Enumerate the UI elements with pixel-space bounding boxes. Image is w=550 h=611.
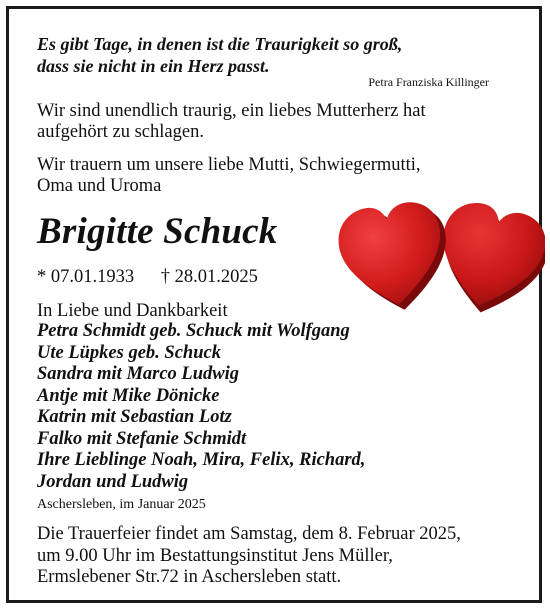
text-line: um 9.00 Uhr im Bestattungsinstitut Jens Müller,: [37, 545, 393, 566]
mourner-entry: Ihre Lieblinge Noah, Mira, Felix, Richard,: [37, 450, 366, 470]
death-date: † 28.01.2025: [160, 267, 258, 287]
text-line: aufgehört zu schlagen.: [37, 122, 204, 142]
text-line: Ermslebener Str.72 in Aschersleben statt.: [37, 567, 342, 587]
mourner-entry: Sandra mit Marco Ludwig: [37, 364, 240, 384]
place-date: Aschersleben, im Januar 2025: [37, 497, 206, 512]
motto-quote: [37, 33, 507, 77]
deceased-name: Brigitte Schuck: [37, 211, 278, 252]
funeral-info: [37, 524, 537, 589]
text-line: Wir sind unendlich traurig, ein liebes Mutterherz hat: [37, 101, 426, 121]
motto-line: dass sie nicht in ein Herz passt.: [37, 56, 270, 76]
opening-paragraph: [37, 101, 527, 143]
quote-author: Petra Franziska Killinger: [368, 75, 489, 89]
mourners-list: [37, 321, 365, 493]
text-line: Oma und Uroma: [37, 176, 162, 196]
mourner-entry: Petra Schmidt geb. Schuck mit Wolfgang: [37, 321, 350, 341]
mourner-entry: Jordan und Ludwig: [37, 471, 189, 492]
mourning-paragraph: [37, 155, 527, 197]
text-line: Wir trauern um unsere liebe Mutti, Schwiegermutti,: [37, 155, 421, 175]
mourner-entry: Falko mit Stefanie Schmidt: [37, 428, 247, 449]
obituary-notice: [6, 6, 542, 603]
mourners-intro: In Liebe und Dankbarkeit: [37, 301, 228, 321]
text-line: Die Trauerfeier findet am Samstag, dem 8. Februar 2025,: [37, 524, 461, 544]
two-red-hearts-icon: [331, 197, 545, 315]
mourner-entry: Ute Lüpkes geb. Schuck: [37, 342, 221, 363]
mourner-entry: Katrin mit Sebastian Lotz: [37, 407, 232, 427]
motto-line: Es gibt Tage, in denen ist die Traurigkeit so groß,: [37, 34, 403, 54]
mourner-entry: Antje mit Mike Dönicke: [37, 385, 220, 406]
life-dates: [37, 266, 258, 288]
birth-date: * 07.01.1933: [37, 267, 135, 287]
